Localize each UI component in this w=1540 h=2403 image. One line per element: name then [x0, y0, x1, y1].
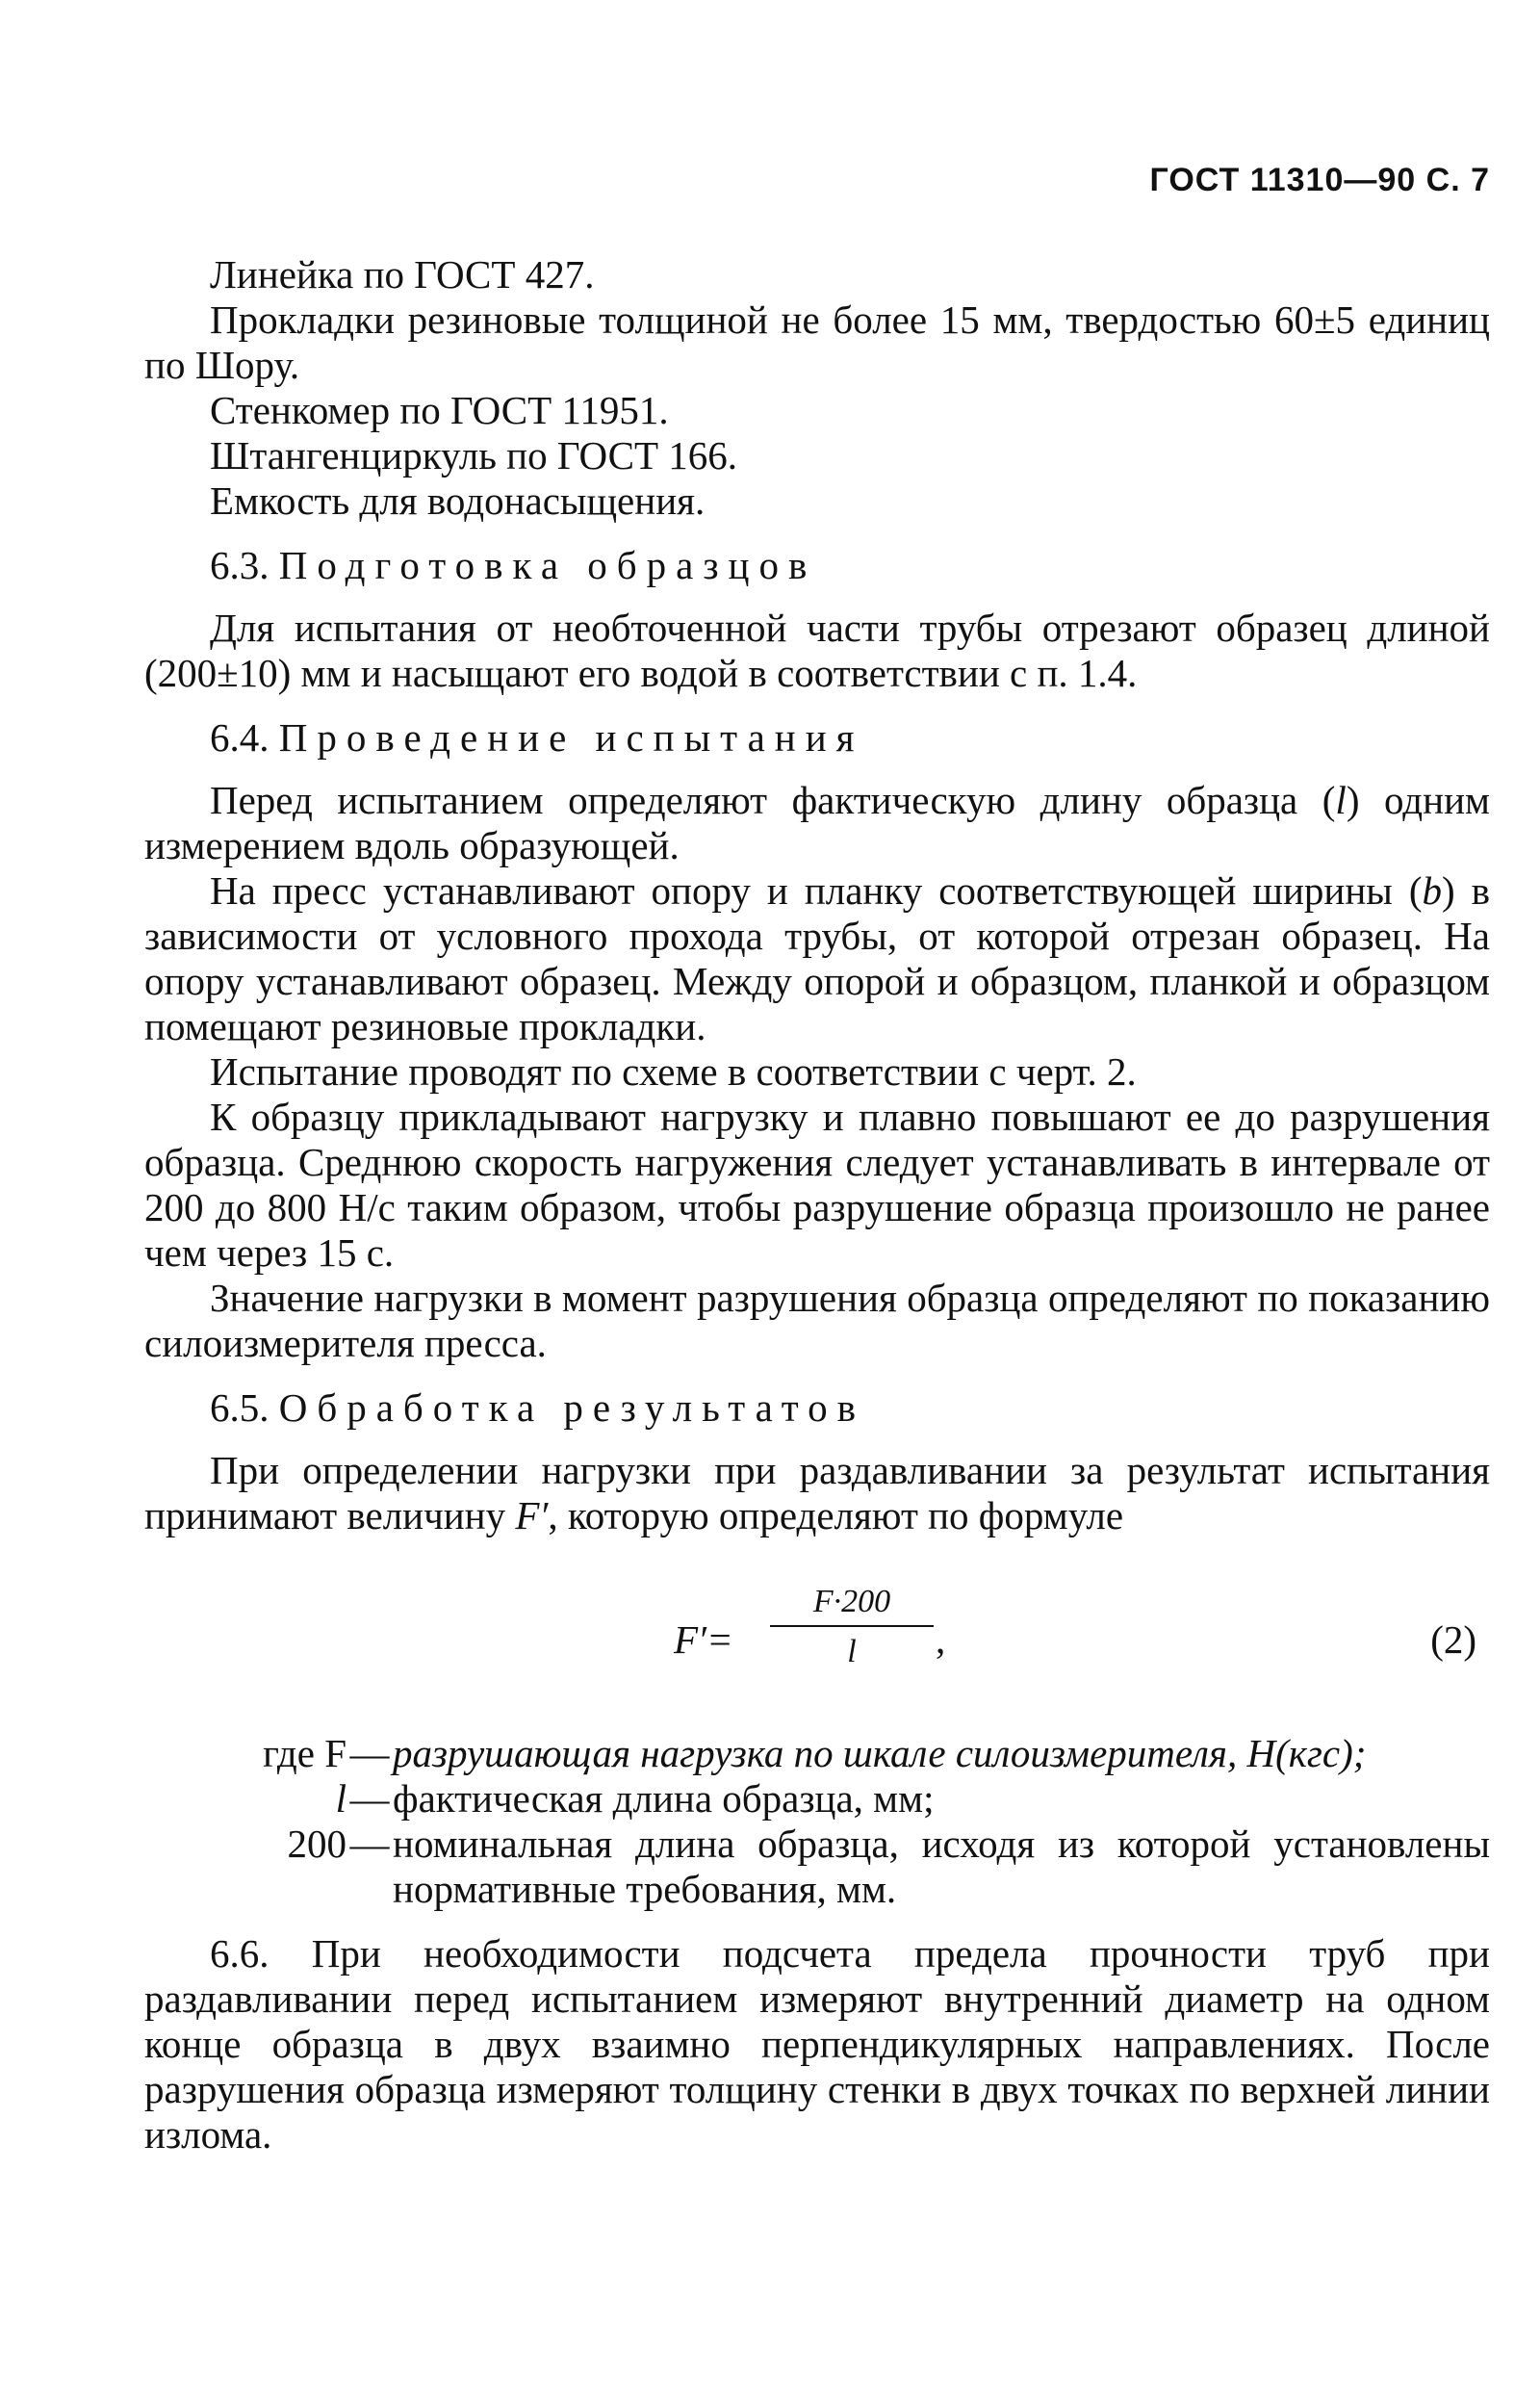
equipment-item: Линейка по ГОСТ 427.	[210, 252, 595, 297]
page-header: ГОСТ 11310—90 С. 7	[1149, 162, 1490, 198]
variable: l	[1335, 778, 1347, 822]
text-run: ) одним измерением вдоль образующей.	[144, 778, 1490, 867]
definition-term: l	[335, 1776, 346, 1821]
section-title: Подготовка образцов	[278, 543, 817, 587]
section-title: Обработка результатов	[278, 1385, 866, 1430]
paragraph	[144, 778, 1490, 868]
section-number: 6.5.	[210, 1385, 270, 1430]
definition-term: где F	[263, 1731, 346, 1775]
definition-item	[144, 1822, 1490, 1912]
definition-text: фактическая длина образца, мм;	[393, 1776, 935, 1821]
variable: F′	[515, 1493, 549, 1537]
paragraph-6-6: 6.6. При необходимости подсчета предела прочности труб при раздавливании перед испытанием измеряют внутренний диаметр на одном конце образца в двух взаимно перпендикулярных направлениях. После разрушения образца измеряют толщину стенки в двух точках по верхней линии излома.	[144, 1931, 1490, 2157]
paragraph: Для испытания от необточенной части трубы отрезают образец длиной (200±10) мм и насыщают его водой в соответствии с п. 1.4.	[144, 606, 1490, 695]
definition-term: 200	[287, 1822, 346, 1866]
definition-dash: —	[349, 1822, 390, 1866]
formula-lhs: F′=	[674, 1617, 733, 1662]
text-run: , которую определяют по формуле	[548, 1493, 1124, 1537]
variable: b	[1422, 868, 1442, 913]
definition-dash: —	[349, 1776, 390, 1821]
formula-2	[144, 1579, 1490, 1712]
definition-item	[144, 1731, 1490, 1776]
formula-number: (2)	[1430, 1617, 1476, 1662]
definition-text: номинальная длина образца, исходя из которой установлены нормативные требования, мм.	[393, 1822, 1490, 1911]
paragraph	[144, 868, 1490, 1049]
text-run: На пресс устанавливают опору и планку соответствующей ширины (	[210, 868, 1423, 913]
section-title: Проведение испытания	[278, 715, 864, 760]
section-number: 6.3.	[210, 543, 270, 587]
text-run: Перед испытанием определяют фактическую длину образца (	[210, 778, 1336, 822]
definition-item	[144, 1776, 1490, 1822]
paragraph: Испытание проводят по схеме в соответствии с черт. 2.	[210, 1049, 1137, 1094]
text-run: При определении нагрузки при раздавливании за результат испытания принимают величину	[144, 1448, 1490, 1537]
definitions-list	[144, 1731, 1490, 1912]
text-run: ) в зависимости от условного прохода трубы, от которой отрезан образец. На опору устанавливают образец. Между опорой и образцом, планкой и образцом помещают резиновые прокладки.	[144, 868, 1490, 1048]
document-body	[144, 252, 1490, 2158]
definition-text: разрушающая нагрузка по шкале силоизмерителя, Н(кгс);	[393, 1731, 1367, 1775]
definition-dash: —	[349, 1731, 390, 1775]
section-heading-6-4	[144, 715, 1490, 761]
formula-fraction	[770, 1583, 934, 1671]
section-heading-6-5	[144, 1385, 1490, 1431]
paragraph: К образцу прикладывают нагрузку и плавно повышают ее до разрушения образца. Среднюю скорость нагружения следует устанавливать в интервале от 200 до 800 Н/с таким образом, чтобы разрушение образца произошло не ранее чем через 15 с.	[144, 1095, 1490, 1275]
formula-comma: ,	[936, 1617, 946, 1662]
fraction-bar	[770, 1625, 934, 1627]
equipment-item: Прокладки резиновые толщиной не более 15 мм, твердостью 60±5 единиц по Шору.	[144, 297, 1490, 387]
equipment-item: Стенкомер по ГОСТ 11951.	[210, 388, 669, 432]
paragraph: Значение нагрузки в момент разрушения образца определяют по показанию силоизмерителя пресса.	[144, 1276, 1490, 1365]
formula-denominator: l	[847, 1634, 857, 1669]
section-heading-6-3	[144, 543, 1490, 588]
equipment-item: Емкость для водонасыщения.	[210, 478, 706, 523]
section-number: 6.4.	[210, 715, 270, 760]
paragraph	[144, 1448, 1490, 1538]
formula-numerator: F·200	[812, 1584, 891, 1619]
equipment-item: Штангенциркуль по ГОСТ 166.	[210, 433, 738, 478]
